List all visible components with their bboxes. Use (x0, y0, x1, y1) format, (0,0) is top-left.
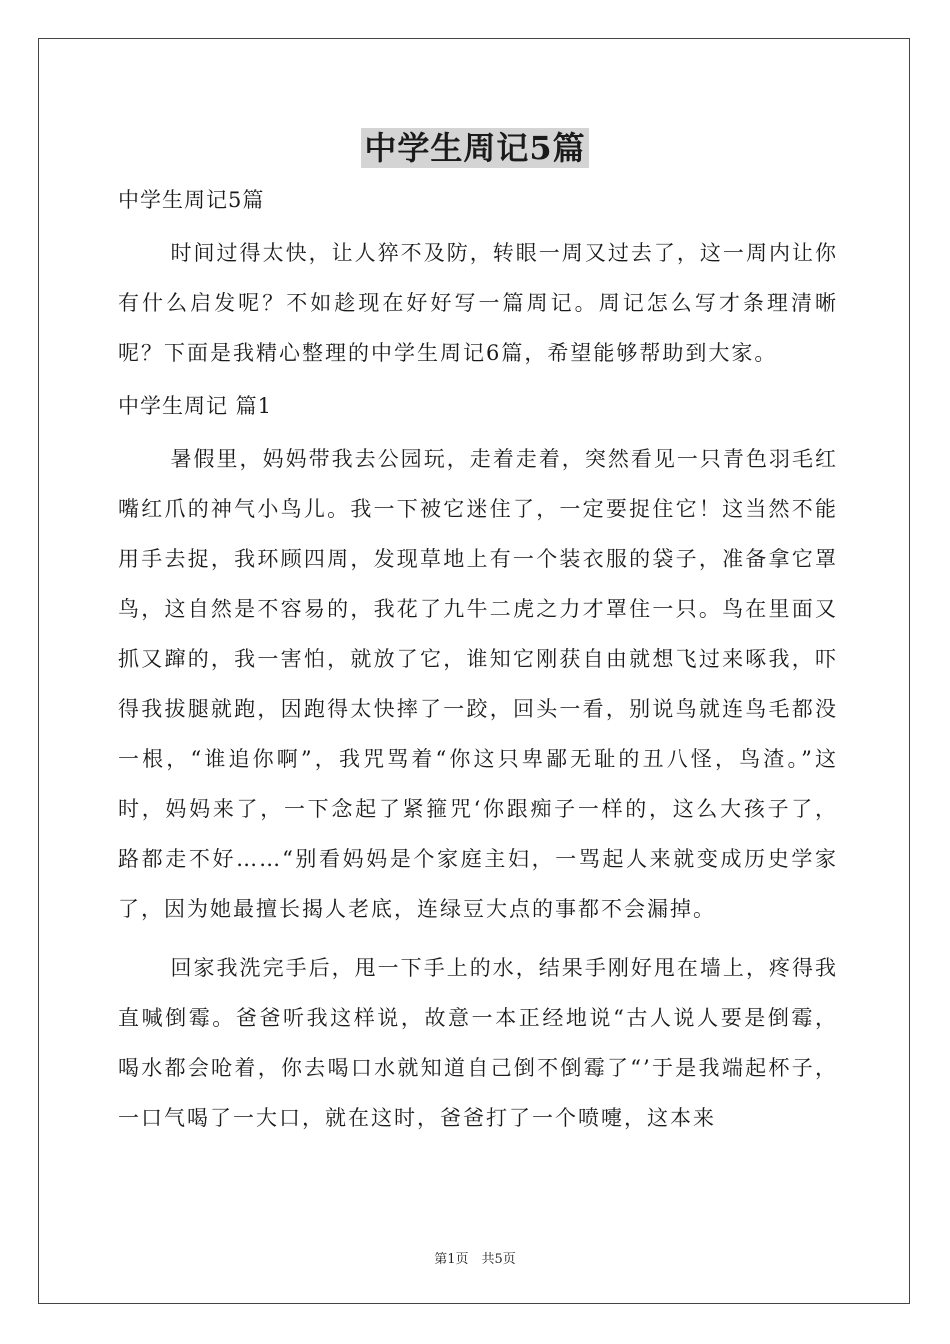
intro-paragraph: 时间过得太快，让人猝不及防，转眼一周又过去了，这一周内让你有什么启发呢？不如趁现在好好写一篇周记。周记怎么写才条理清晰呢？下面是我精心整理的中学生周记6篇，希望能够帮助到大家。 (118, 241, 838, 365)
body-paragraph: 暑假里，妈妈带我去公园玩，走着走着，突然看见一只青色羽毛红嘴红爪的神气小鸟儿。我一下被它迷住了，一定要捉住它！这当然不能用手去捉，我环顾四周，发现草地上有一个装衣服的袋子，准备拿它罩鸟，这自然是不容易的，我花了九牛二虎之力才罩住一只。鸟在里面又抓又蹿的，我一害怕，就放了它，谁知它刚获自由就想飞过来啄我，吓得我拔腿就跑，因跑得太快摔了一跤，回头一看，别说鸟就连鸟毛都没一根，“谁追你啊”，我咒骂着“你这只卑鄙无耻的丑八怪，鸟渣。”这时，妈妈来了，一下念起了紧箍咒‘你跟痴子一样的，这么大孩子了，路都走不好……“别看妈妈是个家庭主妇，一骂起人来就变成历史学家了，因为她最擅长揭人老底，连绿豆大点的事都不会漏掉。 (118, 447, 838, 921)
section-heading: 中学生周记 篇1 (118, 394, 273, 418)
page-footer: 第1页 共5页 (434, 1252, 516, 1267)
document-title: 中学生周记5篇 (361, 128, 588, 168)
title-container (0, 128, 950, 168)
document-body (118, 180, 838, 1143)
document-subtitle: 中学生周记5篇 (118, 188, 265, 212)
body-paragraph: 回家我洗完手后，甩一下手上的水，结果手刚好甩在墙上，疼得我直喊倒霉。爸爸听我这样说，故意一本正经地说“古人说人要是倒霉，喝水都会呛着，你去喝口水就知道自己倒不倒霉了“’于是我端起杯子，一口气喝了一大口，就在这时，爸爸打了一个喷嚏，这本来 (118, 956, 838, 1130)
